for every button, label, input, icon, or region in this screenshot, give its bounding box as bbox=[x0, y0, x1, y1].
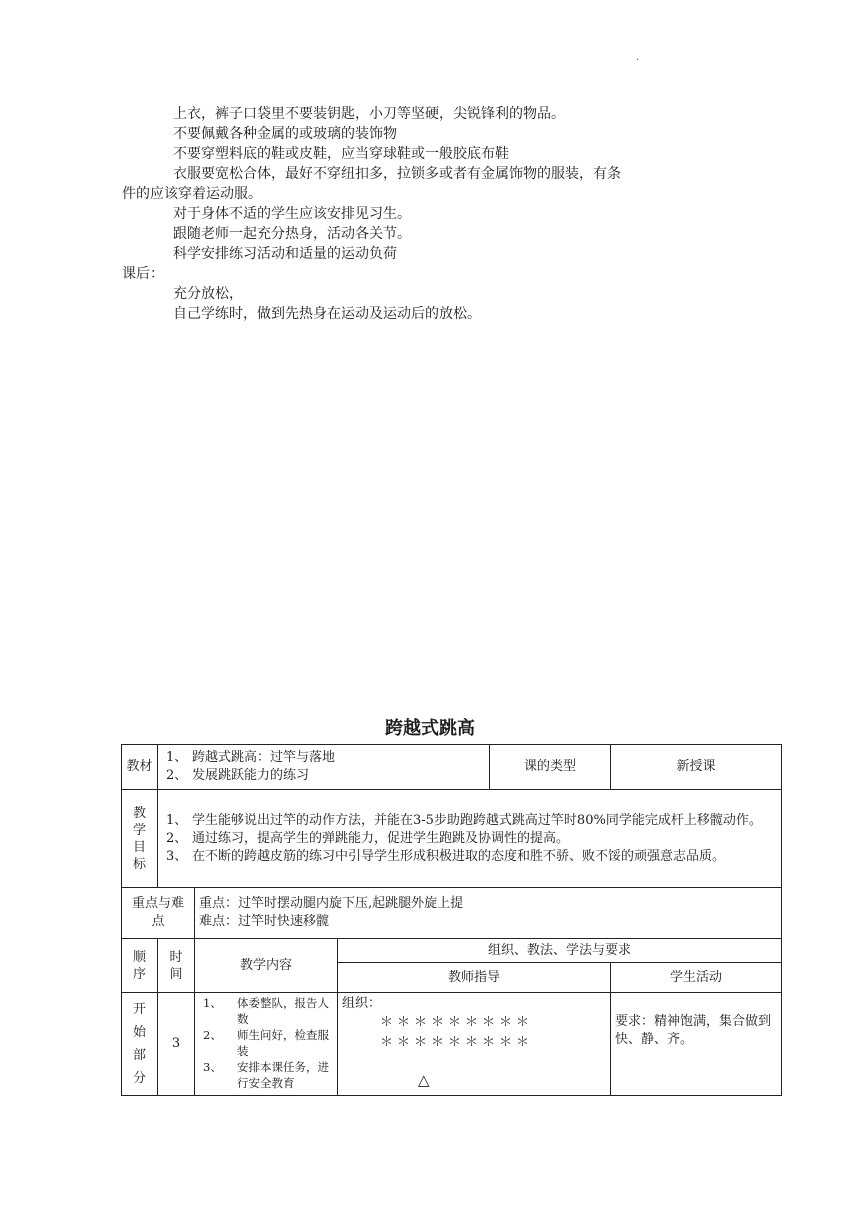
text-line: 件的应该穿着运动服。 bbox=[122, 186, 262, 202]
material-cell bbox=[158, 745, 490, 790]
header-content: 教学内容 bbox=[195, 939, 338, 993]
section-name: 开 始 部 分 bbox=[122, 993, 158, 1096]
content-item: 3、 安排本课任务，进行安全教育 bbox=[203, 1060, 329, 1090]
key-label: 重点与难点 bbox=[122, 888, 195, 939]
type-value: 新授课 bbox=[611, 745, 782, 790]
text-line: 自己学练时，做到先热身在运动及运动后的放松。 bbox=[173, 306, 481, 322]
formation-row: ＊＊＊＊＊＊＊＊＊ bbox=[380, 1015, 534, 1030]
table-row bbox=[122, 993, 782, 1096]
goals-row bbox=[122, 790, 782, 888]
text-line: 衣服要宽松合体，最好不穿纽扣多，拉锁多或者有金属饰物的服装，有条 bbox=[173, 166, 621, 182]
teacher-position-icon: △ bbox=[418, 1071, 430, 1089]
text-line: 充分放松， bbox=[173, 286, 243, 302]
text-line: 上衣，裤子口袋里不要装钥匙，小刀等坚硬，尖锐锋利的物品。 bbox=[173, 106, 565, 122]
material-label: 教材 bbox=[122, 745, 158, 790]
key-row bbox=[122, 888, 782, 939]
content-item: 2、 师生问好，检查服装 bbox=[203, 1028, 329, 1058]
header-row bbox=[122, 939, 782, 963]
material-row bbox=[122, 745, 782, 790]
content-list bbox=[199, 995, 333, 1091]
text-line: 不要穿塑料底的鞋或皮鞋，应当穿球鞋或一般胶底布鞋 bbox=[173, 146, 509, 162]
header-time: 时 间 bbox=[158, 939, 195, 993]
goal-item: 3、 在不断的跨越皮筋的练习中引导学生形成积极进取的态度和胜不骄、败不馁的顽强意志品质。 bbox=[166, 848, 726, 864]
goals-cell bbox=[158, 790, 782, 888]
material-item: 1、 跨越式跳高：过竿与落地 bbox=[166, 750, 336, 765]
lesson-title: 跨越式跳高 bbox=[385, 718, 475, 739]
org-label: 组织： bbox=[342, 996, 382, 1011]
text-line: 科学安排练习活动和适量的运动负荷 bbox=[173, 246, 397, 262]
teacher-guidance bbox=[338, 993, 611, 1096]
goal-item: 1、 学生能够说出过竿的动作方法，并能在3-5步助跑跨越式跳高过竿时80%同学能完成杆上移髋动作。 bbox=[166, 812, 762, 828]
section-time: 3 bbox=[158, 993, 195, 1096]
formation-row: ＊＊＊＊＊＊＊＊＊ bbox=[380, 1035, 534, 1050]
lesson-plan-table bbox=[121, 744, 782, 1096]
difficulty: 难点：过竿时快速移髋 bbox=[199, 914, 330, 929]
type-label: 课的类型 bbox=[490, 745, 611, 790]
text-line: 跟随老师一起充分热身，活动各关节。 bbox=[173, 226, 411, 242]
section-content bbox=[195, 993, 338, 1096]
key-point: 重点：过竿时摆动腿内旋下压,起跳腿外旋上提 bbox=[199, 896, 464, 911]
text-line: 不要佩戴各种金属的或玻璃的装饰物 bbox=[173, 126, 397, 142]
header-teacher: 教师指导 bbox=[338, 963, 611, 993]
text-line: 对于身体不适的学生应该安排见习生。 bbox=[173, 206, 411, 222]
content-item: 1、 体委整队，报告人数 bbox=[203, 996, 329, 1026]
header-order: 顺 序 bbox=[122, 939, 158, 993]
header-org: 组织、教法、学法与要求 bbox=[338, 939, 782, 963]
material-list bbox=[162, 749, 485, 785]
safety-text bbox=[122, 104, 742, 324]
material-item: 2、 发展跳跃能力的练习 bbox=[166, 768, 310, 783]
goals-list bbox=[162, 812, 777, 866]
page-mark: · bbox=[636, 55, 640, 66]
student-activity: 要求：精神饱满，集合做到快、静、齐。 bbox=[611, 993, 782, 1096]
goal-item: 2、 通过练习，提高学生的弹跳能力，促进学生跑跳及协调性的提高。 bbox=[166, 830, 570, 846]
header-student: 学生活动 bbox=[611, 963, 782, 993]
key-cell bbox=[195, 888, 782, 939]
goals-label: 教 学 目 标 bbox=[122, 790, 158, 888]
section-heading: 课后： bbox=[122, 266, 164, 282]
